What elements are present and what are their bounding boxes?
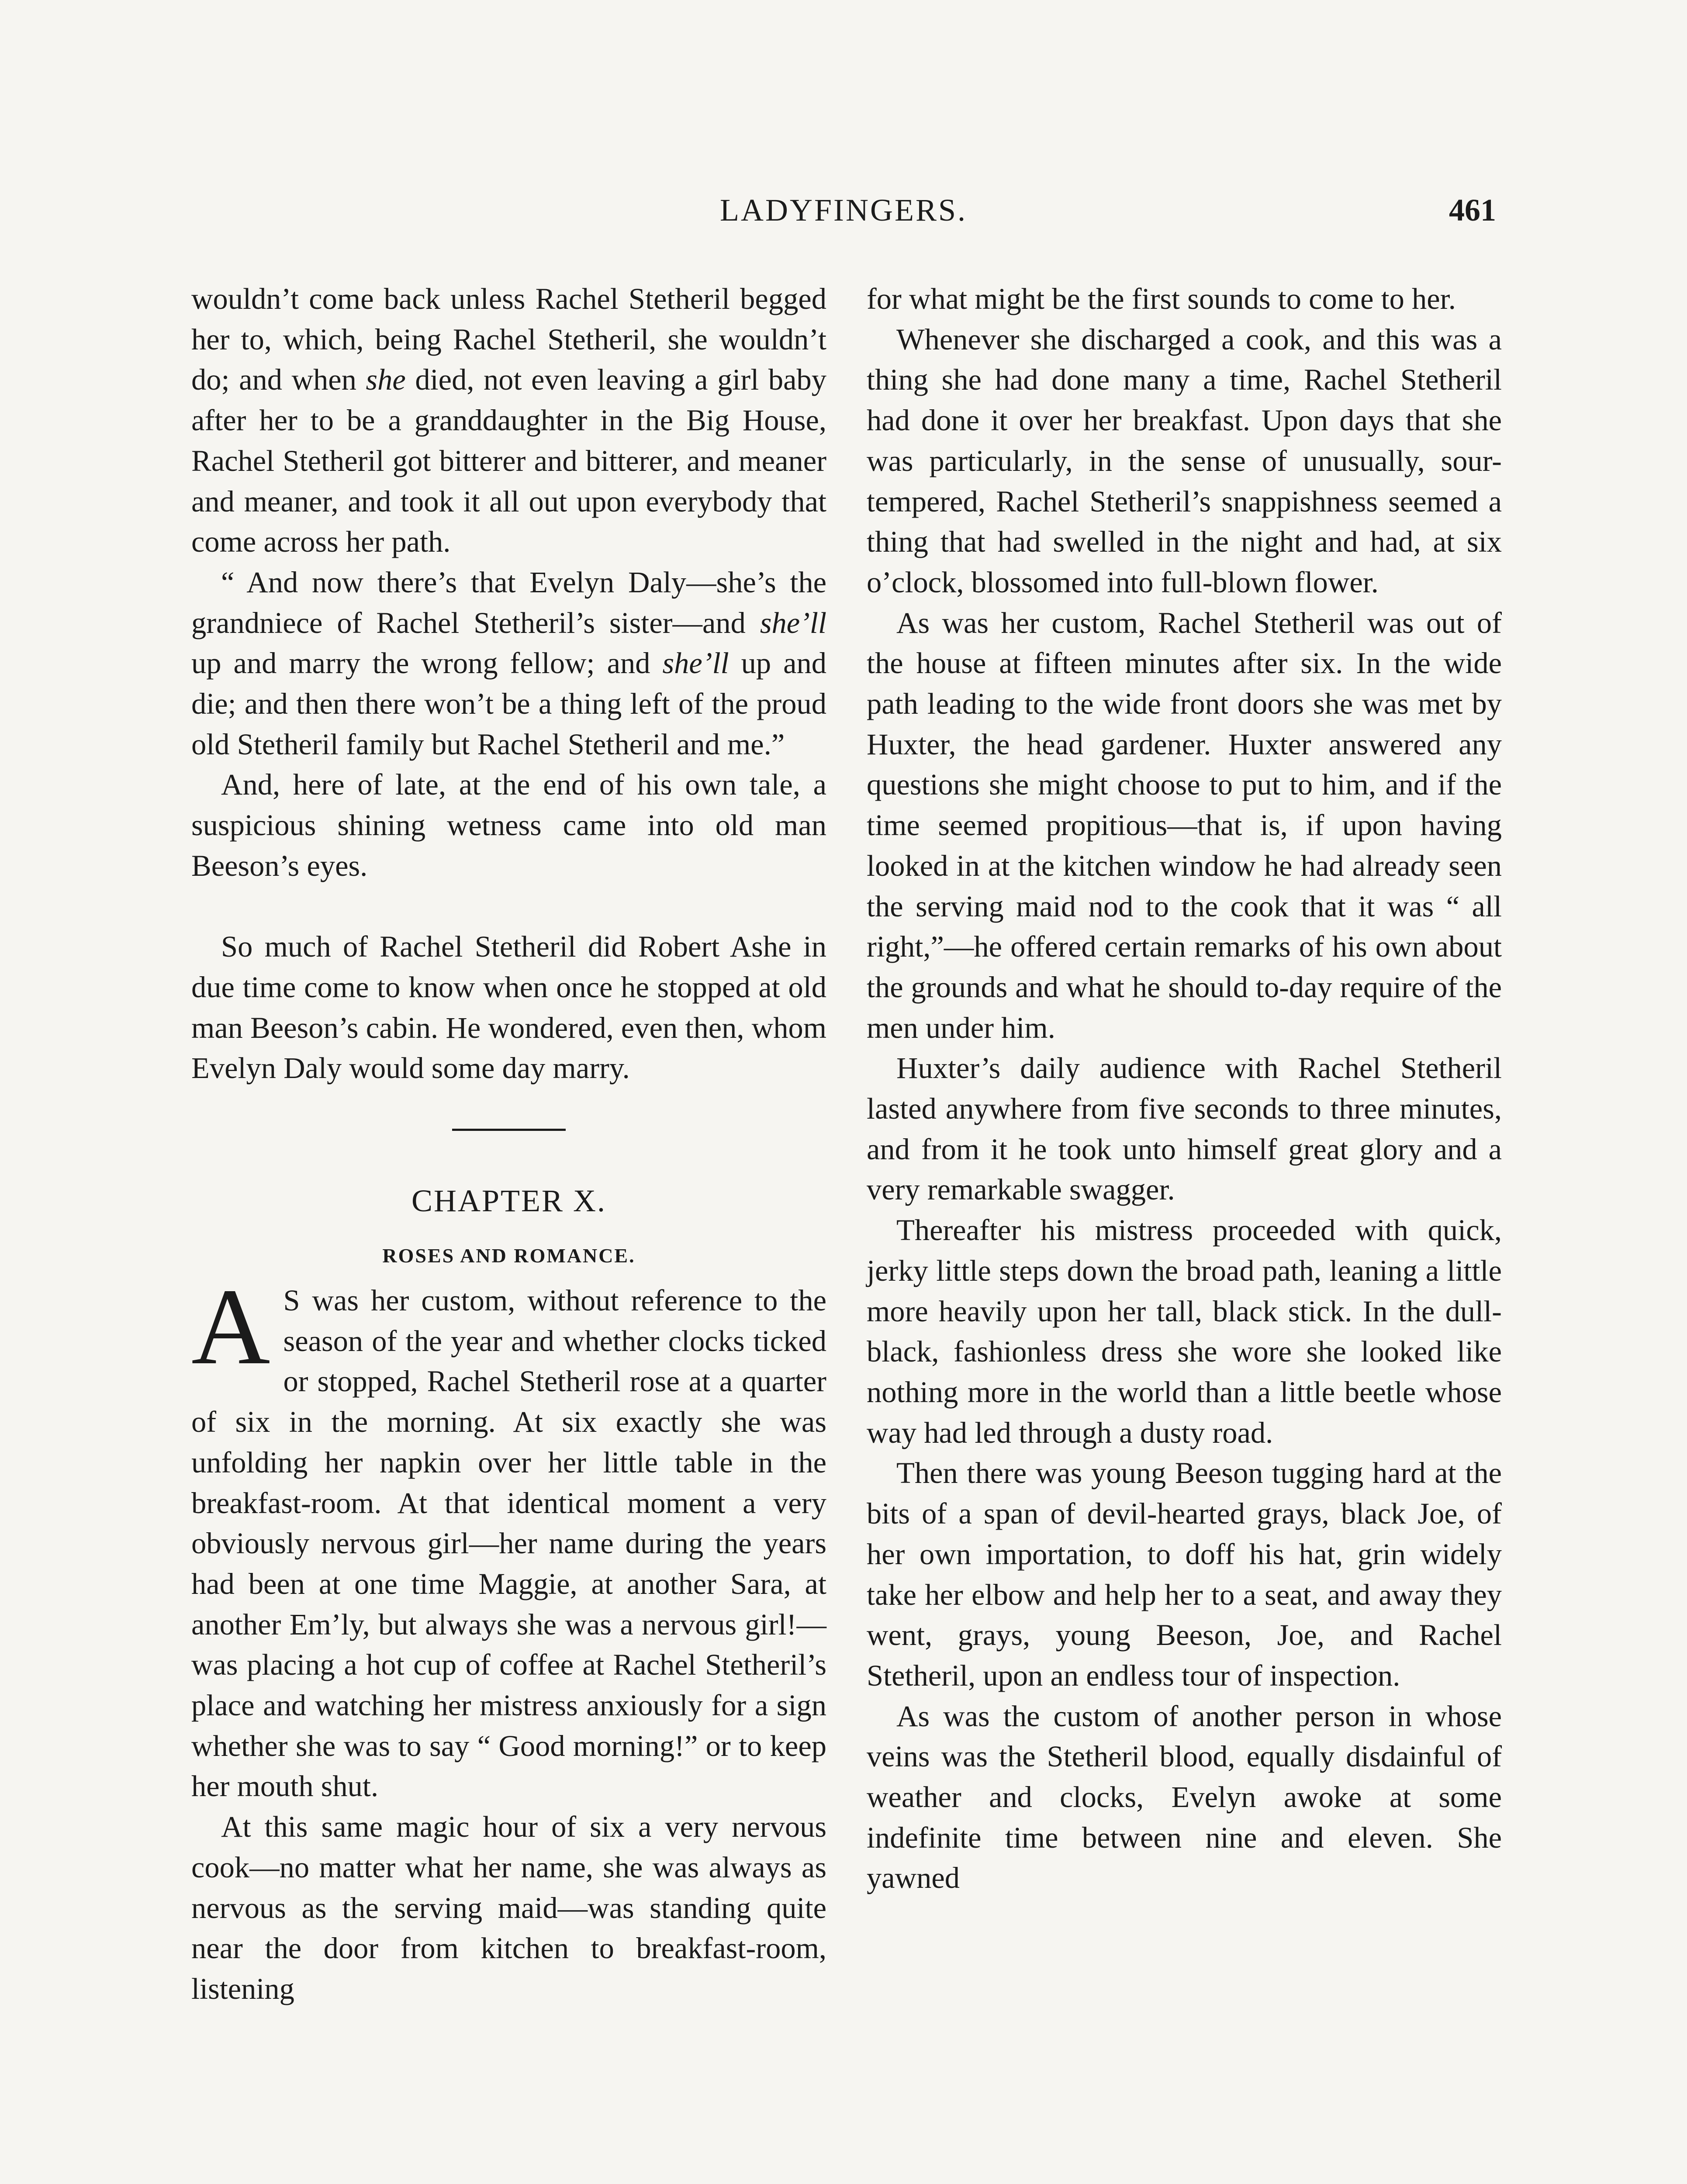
chapter-opening bbox=[191, 1266, 826, 1807]
paragraph: Huxter’s daily audience with Rachel Stetheril lasted anywhere from five seconds to three minutes, and from it he took unto himself great glory and a very remarkable swagger. bbox=[867, 1051, 1502, 1206]
paragraph: Then there was young Beeson tugging hard at the bits of a span of devil-hearted grays, black Joe, of her own importation, to doff his hat, grin widely take her elbow and help her to a seat, and away they went, grays, young Beeson, Joe, and Rachel Stetheril, upon an endless tour of inspection. bbox=[867, 1456, 1502, 1692]
paragraph: At this same magic hour of six a very nervous cook—no matter what her name, she was always as nervous as the serving maid—was standing quite near the door from kitchen to breakfast-room, listening bbox=[191, 1810, 826, 2005]
paragraph bbox=[191, 562, 826, 765]
text-span: died, not even leaving a girl baby after her to be a granddaughter in the Big House, Rachel Stetheril got bitterer and bitterer, and meaner and meaner, and took it all out upon everybody that come across her path. bbox=[191, 363, 826, 559]
text-span: up and die; and then there won’t be a thing left of the proud old Stetheril family but Rachel Stetheril and me.” bbox=[191, 646, 826, 761]
page-header bbox=[0, 192, 1687, 240]
italic-text: she’ll bbox=[760, 606, 826, 639]
chapter-title: CHAPTER X. bbox=[411, 1183, 607, 1219]
text-span: “ And now there’s that Evelyn Daly—she’s the grandniece of Rachel Stetheril’s sister—and bbox=[191, 565, 826, 639]
paragraph: So much of Rachel Stetheril did Robert Ashe in due time come to know when once he stopped at old man Beeson’s cabin. He wondered, even then, whom Evelyn Daly would some day marry. bbox=[191, 930, 826, 1085]
italic-text: she’ll bbox=[662, 646, 729, 680]
page-number: 461 bbox=[1449, 193, 1496, 228]
running-head: LADYFINGERS. bbox=[719, 193, 968, 228]
paragraph bbox=[191, 279, 826, 562]
text-span: up and marry the wrong fellow; and bbox=[191, 646, 663, 680]
text-span: wouldn’t come back unless Rachel Stetheril begged her to, which, being Rachel Stetheril, she wouldn’t do; and when bbox=[191, 282, 826, 397]
right-column bbox=[867, 279, 1502, 1898]
paragraph: Whenever she discharged a cook, and this was a thing she had done many a time, Rachel Stetheril had done it over her breakfast. Upon days that she was particularly, in the sense of unusually, sour-tempered, Rachel Stetheril’s snappishness seemed a thing that had swelled in the night and had, at six o’clock, blossomed into full-blown flower. bbox=[867, 322, 1502, 599]
left-column bbox=[191, 279, 826, 2009]
paragraph: As was her custom, Rachel Stetheril was out of the house at fifteen minutes after six. In the wide path leading to the wide front doors she was met by Huxter, the head gardener. Huxter answered any questions she might choose to put to him, and if the time seemed propitious—that is, if upon having looked in at the kitchen window he had already seen the serving maid nod to the cook that it was “ all right,”—he offered certain remarks of his own about the grounds and what he should to-day require of the men under him. bbox=[867, 606, 1502, 1044]
paragraph: And, here of late, at the end of his own tale, a suspicious shining wetness came into old man Beeson’s eyes. bbox=[191, 768, 826, 882]
italic-text: she bbox=[366, 363, 406, 397]
chapter-subtitle: ROSES AND ROMANCE. bbox=[382, 1244, 636, 1267]
paragraph: Thereafter his mistress proceeded with quick, jerky little steps down the broad path, leaning a little more heavily upon her tall, black stick. In the dull-black, fashionless dress she wore she looked like nothing more in the world than a little beetle whose way had led through a dusty road. bbox=[867, 1213, 1502, 1449]
drop-cap: A bbox=[191, 1266, 270, 1388]
paragraph: S was her custom, without reference to the season of the year and whether clocks ticked or stopped, Rachel Stetheril rose at a quarter of six in the morning. At six exactly she was unfolding her napkin over her little table in the breakfast-room. At that identical moment a very obviously nervous girl—her name during the years had been at one time Maggie, at another Sara, at another Em’ly, but always she was a nervous girl!—was placing a hot cup of coffee at Rachel Stetheril’s place and watching her mistress anxiously for a sign whether she was to say “ Good morning!” or to keep her mouth shut. bbox=[191, 1284, 826, 1803]
paragraph: As was the custom of another person in whose veins was the Stetheril blood, equally disdainful of weather and clocks, Evelyn awoke at some indefinite time between nine and eleven. She yawned bbox=[867, 1699, 1502, 1895]
paragraph: for what might be the first sounds to come to her. bbox=[867, 282, 1456, 315]
section-divider bbox=[452, 1129, 566, 1131]
